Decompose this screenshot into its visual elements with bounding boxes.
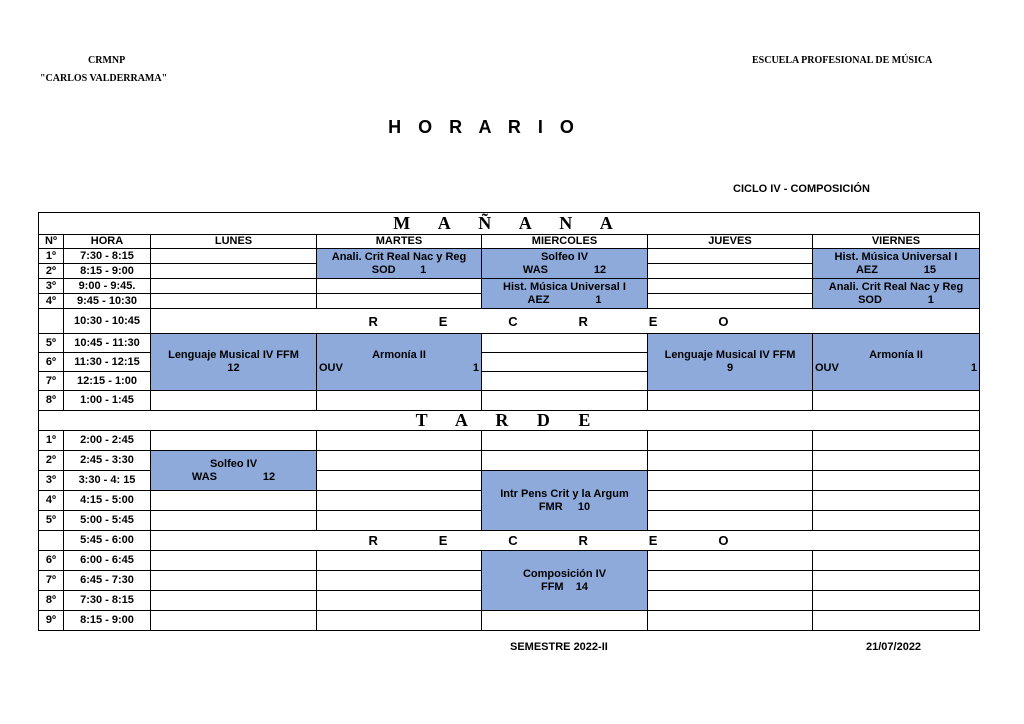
period-time: 9:45 - 10:30 [64,294,151,309]
class-block-miercoles-solfeo [482,249,648,279]
table-row [39,334,980,353]
empty-cell [151,591,317,611]
period-time: 2:00 - 2:45 [64,431,151,451]
semester-label: SEMESTRE 2022-II [510,641,608,653]
class-block-miercoles-hist [482,279,648,309]
recreo-letter: R [368,533,378,548]
period-number: 7º [39,372,64,391]
empty-cell [317,279,482,294]
empty-cell [151,294,317,309]
table-row [39,611,980,631]
empty-cell [648,264,813,279]
period-number [39,531,64,551]
empty-cell [648,551,813,571]
date-label: 21/07/2022 [866,641,922,653]
empty-cell [813,551,980,571]
empty-cell [482,372,648,391]
recreo-letter: E [438,533,448,548]
period-time: 3:30 - 4: 15 [64,471,151,491]
header-row [39,235,980,249]
col-header-miercoles: MIERCOLES [482,235,648,249]
recreo-spacer [151,531,317,551]
class-name: Lenguaje Musical IV FFM [168,349,299,361]
period-number: 3º [39,471,64,491]
class-detail [317,362,481,375]
recreo-letter: C [508,533,518,548]
empty-cell [151,431,317,451]
empty-cell [151,611,317,631]
class-room: 1 [472,362,479,374]
table-row [39,451,980,471]
period-time: 2:45 - 3:30 [64,451,151,471]
empty-cell [317,611,482,631]
empty-cell [648,511,813,531]
empty-cell [151,391,317,411]
class-detail [813,294,979,307]
class-detail: FFM 14 [540,580,589,593]
class-room: 12 [227,362,240,374]
empty-cell [813,451,980,471]
class-block-viernes-analisis [813,279,980,309]
period-time: 1:00 - 1:45 [64,391,151,411]
period-number: 1º [39,431,64,451]
class-block-martes-analisis [317,249,482,279]
class-room: 12 [593,263,607,276]
class-name: Hist. Música Universal I [503,280,626,293]
empty-cell [317,511,482,531]
class-room: 1 [420,263,427,276]
col-header-hora: HORA [64,235,151,249]
period-number: 8º [39,591,64,611]
empty-cell [482,334,648,353]
class-room: 1 [595,293,602,306]
period-time: 9:00 - 9:45. [64,279,151,294]
class-name: Solfeo IV [540,250,589,263]
col-header-jueves: JUEVES [648,235,813,249]
recreo-letter: E [648,313,658,329]
period-time: 6:45 - 7:30 [64,571,151,591]
class-block-jueves-lenguaje [648,334,813,391]
empty-cell [648,249,813,264]
class-block-lunes-lenguaje [151,334,317,391]
class-room: 9 [726,362,734,374]
recreo-letter: C [508,313,518,329]
period-time: 5:45 - 6:00 [64,531,151,551]
tarde-band: T A R D E [39,411,980,431]
empty-cell [151,571,317,591]
class-name: Lenguaje Musical IV FFM [664,349,796,361]
period-number: 2º [39,451,64,471]
class-prof: AEZ [527,293,550,306]
empty-cell [648,279,813,294]
recreo-band [317,531,980,551]
empty-cell [482,353,648,372]
empty-cell [151,279,317,294]
period-number: 2º [39,264,64,279]
empty-cell [648,391,813,411]
period-time: 8:15 - 9:00 [64,264,151,279]
class-name: Anali. Crit Real Nac y Reg [828,280,964,293]
class-block-viernes-armonia [813,334,980,391]
empty-cell [317,471,482,491]
empty-cell [151,551,317,571]
period-time: 7:30 - 8:15 [64,591,151,611]
empty-cell [317,491,482,511]
period-number: 6º [39,353,64,372]
period-number: 4º [39,294,64,309]
empty-cell [151,491,317,511]
manana-band: M A Ñ A N A [39,213,980,235]
empty-cell [813,391,980,411]
period-time: 10:30 - 10:45 [64,309,151,334]
recreo-letter: R [368,313,378,329]
schedule-grid [38,212,979,639]
tarde-band-row [39,411,980,431]
empty-cell [317,294,482,309]
table-row [39,249,980,264]
class-prof: WAS [522,263,548,276]
empty-cell [648,451,813,471]
table-row [39,279,980,294]
recreo-row [39,309,980,334]
col-header-n: Nº [39,235,64,249]
class-name: Composición IV [522,567,607,580]
recreo-spacer [151,309,317,334]
period-time: 11:30 - 12:15 [64,353,151,372]
class-block-martes-armonia [317,334,482,391]
institution-acronym: CRMNP [88,55,126,66]
class-detail [151,471,316,484]
class-name: Anali. Crit Real Nac y Reg [331,250,467,263]
empty-cell [648,591,813,611]
empty-cell [813,431,980,451]
period-time: 4:15 - 5:00 [64,491,151,511]
class-name: Intr Pens Crit y la Argum [500,487,629,500]
empty-cell [317,451,482,471]
class-name: Armonía II [869,349,923,361]
class-detail [482,264,647,277]
empty-cell [317,591,482,611]
empty-cell [151,264,317,279]
empty-cell [813,571,980,591]
page-title: H O R A R I O [388,117,580,137]
recreo-letter: O [718,533,729,548]
schedule-table [38,212,980,631]
class-detail [317,264,481,277]
empty-cell [482,611,648,631]
period-number: 1º [39,249,64,264]
class-prof: OUV [815,362,839,374]
period-number: 8º [39,391,64,411]
empty-cell [648,471,813,491]
table-row [39,551,980,571]
class-room: 1 [970,362,977,374]
empty-cell [813,491,980,511]
period-time: 5:00 - 5:45 [64,511,151,531]
empty-cell [648,611,813,631]
empty-cell [317,571,482,591]
class-block-miercoles-intr [482,471,648,531]
class-detail [482,294,647,307]
class-detail [813,264,979,277]
class-prof: AEZ [855,263,878,276]
class-room: 15 [923,263,937,276]
recreo-letter: E [648,533,658,548]
institution-name: "CARLOS VALDERRAMA" [40,73,168,84]
class-prof: SOD [371,263,396,276]
class-detail: FMR 10 [538,500,591,513]
period-number: 6º [39,551,64,571]
class-prof: OUV [319,362,343,374]
period-number: 7º [39,571,64,591]
col-header-viernes: VIERNES [813,235,980,249]
empty-cell [813,611,980,631]
table-row [39,431,980,451]
empty-cell [648,431,813,451]
class-name: Solfeo IV [209,457,258,470]
class-prof: WAS [191,470,217,483]
manana-band-row [39,213,980,235]
empty-cell [151,249,317,264]
period-number [39,309,64,334]
empty-cell [813,471,980,491]
recreo-letter: E [438,313,448,329]
empty-cell [317,551,482,571]
table-row [39,391,980,411]
recreo-letter: R [578,533,588,548]
period-time: 7:30 - 8:15 [64,249,151,264]
recreo-letter: R [578,313,588,329]
class-block-viernes-hist [813,249,980,279]
class-detail [813,362,979,375]
class-name: Hist. Música Universal I [834,250,958,263]
class-name: Armonía II [372,349,426,361]
empty-cell [151,511,317,531]
class-room: 1 [927,293,934,306]
period-number: 5º [39,334,64,353]
cycle-label: CICLO IV - COMPOSICIÓN [733,183,870,195]
empty-cell [648,571,813,591]
empty-cell [317,391,482,411]
school-name: ESCUELA PROFESIONAL DE MÚSICA [752,55,933,66]
empty-cell [317,431,482,451]
recreo-band [317,309,980,334]
empty-cell [482,391,648,411]
recreo-row [39,531,980,551]
period-number: 5º [39,511,64,531]
recreo-letter: O [718,313,729,329]
empty-cell [813,511,980,531]
col-header-martes: MARTES [317,235,482,249]
class-room: 12 [262,470,276,483]
period-time: 8:15 - 9:00 [64,611,151,631]
empty-cell [482,451,648,471]
period-time: 10:45 - 11:30 [64,334,151,353]
empty-cell [648,491,813,511]
period-time: 12:15 - 1:00 [64,372,151,391]
period-number: 9º [39,611,64,631]
empty-cell [648,294,813,309]
class-block-miercoles-composicion [482,551,648,611]
col-header-lunes: LUNES [151,235,317,249]
empty-cell [482,431,648,451]
period-time: 6:00 - 6:45 [64,551,151,571]
period-number: 4º [39,491,64,511]
class-block-lunes-solfeo [151,451,317,491]
class-prof: SOD [858,293,882,306]
empty-cell [813,591,980,611]
period-number: 3º [39,279,64,294]
